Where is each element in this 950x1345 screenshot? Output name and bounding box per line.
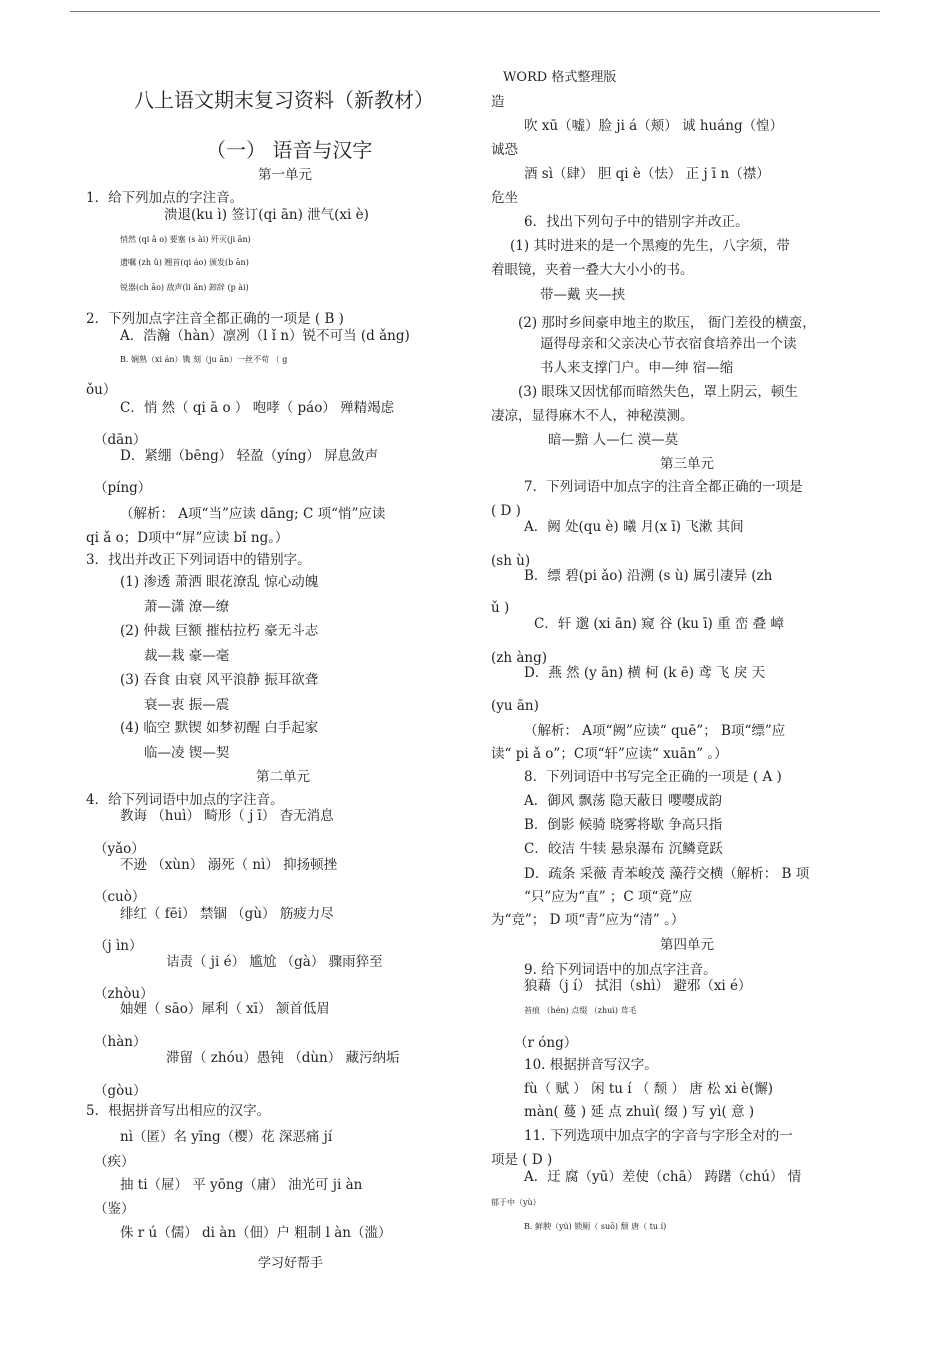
right-text-line: 8．下列词语中书写完全正确的一项是 ( A ) [524,769,782,785]
right-text-line: D．燕 然 (y ān) 横 柯 (k ē) 鸢 飞 戾 天 [524,665,766,681]
right-text-line: （解析： A项“阙”应读“ quē”； B项“缥”应 [524,723,786,739]
left-text-line: 不逊 （xùn） 溺死（ nì） 抑扬顿挫 [120,857,338,873]
right-text-line: （r óng） [514,1035,578,1051]
left-text-line: 第一单元 [258,167,312,183]
left-text-line: nì（匿）名 yīng（樱）花 深恶痛 jí [120,1129,333,1145]
left-text-line: 衰—衷 振—震 [144,697,230,713]
page-title: 八上语文期末复习资料（新教材） [134,88,434,112]
right-text-line: A．御风 飘荡 隐天蔽日 嘤嘤成韵 [524,793,723,809]
right-text-line: B. 鲜腴（yú) 锁厕（ suō) 颓 唐（ tu í) [524,1222,667,1231]
right-text-line: “只”应为“直” ；C 项“竟”应 [524,889,693,905]
left-text-line: 1．给下列加点的字注音。 [86,190,244,206]
right-text-line: (sh ù) [491,553,531,569]
left-text-line: 第二单元 [256,769,310,785]
left-text-line: ǒu） [86,382,117,398]
section-title: （一） 语音与汉字 [206,138,373,162]
right-text-line: 第三单元 [660,456,714,472]
right-text-line: 读“ pi ǎ o”；C项“轩”应读“ xuān” 。） [491,746,728,762]
left-text-line: 3．找出并改正下列词语中的错别字。 [86,552,311,568]
right-text-line: 逼得母亲和父亲决心节衣宿食培养出一个读 [540,336,797,352]
left-text-line: （解析： A项“当”应读 dāng; C 项“悄”应读 [120,506,386,522]
right-text-line: 诚恐 [491,142,518,158]
header-watermark: WORD 格式整理版 [503,70,617,85]
right-text-line: B．倒影 候骑 晓雾将歇 争高只指 [524,817,723,833]
right-text-line: (2) 那时乡间豪申地主的欺压， 衙门差役的横蛮， [518,315,816,331]
right-text-line: 着眼镜，夹着一叠大大小小的书。 [491,262,694,278]
right-text-line: D．疏条 采薇 青苯峻茂 藻荇交横（解析： B 项 [524,866,810,882]
right-text-line: 10. 根据拼音写汉字。 [524,1057,658,1073]
right-text-line: 危坐 [491,190,518,206]
right-text-line: (zh àng) [491,650,548,666]
left-text-line: 悄然 (qi ǎ o) 要塞 (s ài) 歼灭(ji ān) [120,235,251,244]
right-text-line: (3) 眼珠又因忧郁而暗然失色，罩上阴云，顿生 [518,384,798,400]
left-text-line: (2) 仲裁 巨额 摧枯拉朽 豪无斗志 [120,623,319,639]
right-text-line: A．阙 处(qu è) 曦 月(x ī) 飞漱 其间 [524,519,744,535]
left-text-line: 诘责（ ji é） 尴尬 （gà） 骤雨猝至 [166,954,383,970]
left-text-line: 萧—潇 潦—缭 [144,599,230,615]
left-text-line: qi ǎ o；D项中“屏”应读 bǐ ng。） [86,530,289,546]
right-text-line: 郁于中（yù） [491,1198,541,1207]
left-text-line: A．浩瀚（hàn）凛冽（l ǐ n）锐不可当 (d ǎng) [120,328,410,344]
left-text-line: (4) 临空 默锲 如梦初醒 白手起家 [120,720,319,736]
right-text-line: 暗—黯 人—仁 漠—莫 [548,432,679,448]
right-text-line: 狼藉（j í） 拭泪（shì） 避邪（xi é） [524,978,752,994]
left-text-line: (3) 吞食 由衰 风平浪静 振耳欲聋 [120,672,319,688]
right-text-line: 11. 下列选项中加点字的字音与字形全对的一 [524,1128,793,1144]
right-text-line: màn( 蔓 ) 延 点 zhuì( 缀 ) 写 yì( 意 ) [524,1104,755,1120]
right-text-line: 6．找出下列句子中的错别字并改正。 [524,214,749,230]
left-text-line: （鉴） [94,1201,135,1217]
right-text-line: 书人来支撑门户。申—绅 宿—缩 [540,360,734,376]
right-text-line: A．迂 腐（yū）差使（chā） 踌躇（chú） 情 [524,1169,802,1185]
right-text-line: ǔ ) [491,600,510,616]
right-text-line: C．轩 邈 (xi ān) 窥 谷 (ku ī) 重 峦 叠 嶂 [534,616,784,632]
left-text-line: （疾） [94,1154,135,1170]
right-text-line: 吹 xū（嘘）脸 ji á（颊） 诚 huáng（惶） [524,118,784,134]
left-text-line: 教诲 （huì） 畸形（ j ī） 杳无消息 [120,808,334,824]
left-text-line: 临—凌 锲—契 [144,745,230,761]
left-text-line: 5．根据拼音写出相应的汉字。 [86,1103,271,1119]
right-text-line: ( D ) [491,503,521,519]
right-text-line: fù（ 赋 ） 闲 tu í （ 颓 ） 唐 松 xi è(懈) [524,1081,774,1097]
page-footer: 学习好帮手 [258,1256,324,1271]
left-text-line: 侏 r ú（儒） di àn（佃）户 粗制 l àn（滥） [120,1225,392,1241]
right-text-line: 为“竞”； D 项“青”应为“清” 。） [491,912,685,928]
left-text-line: (1) 渗透 萧洒 眼花潦乱 惊心动魄 [120,574,319,590]
right-text-line: 凄凉，显得麻木不人，神秘漠测。 [491,408,694,424]
right-text-line: (yu ān) [491,698,539,714]
right-text-line: 第四单元 [660,937,714,953]
left-text-line: 溃退(ku ì) 签订(qi ān) 泄气(xi è) [164,207,369,223]
top-rule [70,11,880,12]
left-text-line: （yǎo） [94,841,145,857]
left-text-line: （píng） [94,480,152,496]
left-text-line: 滞留（ zhóu）愚钝 （dùn） 藏污纳垢 [166,1050,400,1066]
left-text-line: 2．下列加点字注音全都正确的一项是 ( B ) [86,311,344,327]
left-text-line: B. 娴熟（xi án）镌 刻（ju ān）一丝不苟 （ g [120,355,288,364]
right-text-line: 项是 ( D ) [491,1152,553,1168]
left-text-line: 绯红（ fēi） 禁锢 （gù） 筋疲力尽 [120,906,334,922]
right-text-line: 9. 给下列词语中的加点字注音。 [524,962,717,978]
left-text-line: 锐器(ch āo) 敌声(li ǎn) 卸辞 (p ài) [120,283,249,292]
right-text-line: 7．下列词语中加点字的注音全都正确的一项是 [524,479,803,495]
left-text-line: C．悄 然（ qi ā o ） 咆哮（ páo） 殚精竭虑 [120,400,395,416]
right-text-line: 酒 sì（肆） 胆 qi è（怯） 正 j ī n（襟） [524,166,770,182]
left-text-line: （hàn） [94,1034,147,1050]
left-text-line: （j ìn） [94,938,143,954]
left-text-line: 抽 ti（屉） 平 yōng（庸） 油光可 ji àn [120,1177,363,1193]
right-text-line: C．皎洁 牛犊 悬泉瀑布 沉鳞竟跃 [524,841,723,857]
right-text-line: 造 [491,94,505,110]
right-text-line: B．缥 碧(pi ǎo) 沿溯 (s ù) 属引凄异 (zh [524,568,773,584]
left-text-line: 裁—栽 豪—毫 [144,648,230,664]
left-text-line: （cuò） [94,889,146,905]
right-text-line: 带—戴 夹—挟 [540,287,626,303]
left-text-line: 4．给下列词语中加点的字注音。 [86,792,284,808]
left-text-line: （dān） [94,432,147,448]
right-text-line: (1) 其时进来的是一个黑瘦的先生，八字须，带 [510,238,790,254]
left-text-line: 遗嘱 (zh ǔ) 翘首(qi áo) 颁发(b ān) [120,258,249,267]
left-text-line: D．紧绷（bēng） 轻盈（yíng） 屏息敛声 [120,448,379,464]
right-text-line: 苔痕 （hén) 点缀 （zhuì) 茸毛 [524,1006,637,1015]
left-text-line: （gòu） [94,1083,147,1099]
left-text-line: 妯娌（ sāo）犀利（ xī） 颔首低眉 [120,1001,330,1017]
left-text-line: （zhòu） [94,986,154,1002]
